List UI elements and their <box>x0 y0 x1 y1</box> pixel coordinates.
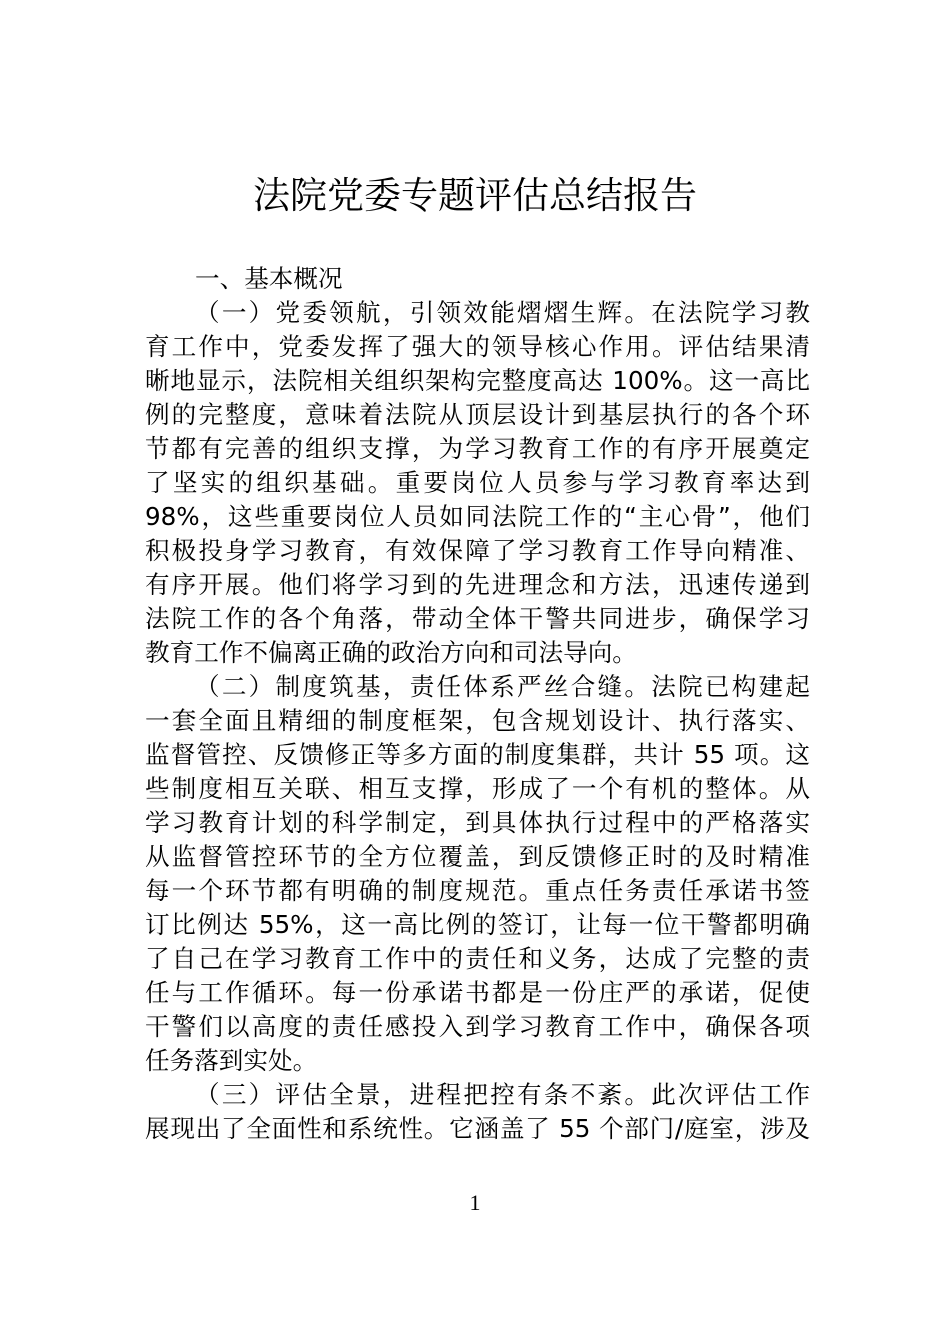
paragraph-1-line-4: 例的完整度，意味着法院从顶层设计到基层执行的各个环 <box>145 400 810 429</box>
paragraph-2-line-9: 了自己在学习教育工作中的责任和义务，达成了完整的责 <box>145 944 810 973</box>
paragraph-1-line-11: 教育工作不偏离正确的政治方向和司法导向。 <box>145 638 637 667</box>
paragraph-2-line-10: 任与工作循环。每一份承诺书都是一份庄严的承诺，促使 <box>145 978 810 1007</box>
paragraph-2-line-3: 监督管控、反馈修正等多方面的制度集群，共计 55 项。这 <box>145 740 810 769</box>
paragraph-1-line-1: （一）党委领航，引领效能熠熠生辉。在法院学习教 <box>195 298 810 327</box>
paragraph-2-line-4: 些制度相互关联、相互支撑，形成了一个有机的整体。从 <box>145 774 810 803</box>
paragraph-2-line-7: 每一个环节都有明确的制度规范。重点任务责任承诺书签 <box>145 876 810 905</box>
paragraph-2-line-2: 一套全面且精细的制度框架，包含规划设计、执行落实、 <box>145 706 810 735</box>
paragraph-1-line-7: 98%，这些重要岗位人员如同法院工作的“主心骨”，他们 <box>145 502 810 531</box>
paragraph-2-line-8: 订比例达 55%，这一高比例的签订，让每一位干警都明确 <box>145 910 810 939</box>
page-number: 1 <box>469 1190 481 1215</box>
paragraph-2-line-6: 从监督管控环节的全方位覆盖，到反馈修正时的及时精准 <box>145 842 810 871</box>
paragraph-2-line-5: 学习教育计划的科学制定，到具体执行过程中的严格落实 <box>145 808 810 837</box>
paragraph-2-line-12: 任务落到实处。 <box>145 1046 318 1075</box>
paragraph-3-line-1: （三）评估全景，进程把控有条不紊。此次评估工作 <box>195 1080 810 1109</box>
paragraph-1-line-2: 育工作中，党委发挥了强大的领导核心作用。评估结果清 <box>145 332 810 361</box>
paragraph-3-line-2: 展现出了全面性和系统性。它涵盖了 55 个部门/庭室，涉及 <box>145 1114 810 1143</box>
paragraph-1-line-8: 积极投身学习教育，有效保障了学习教育工作导向精准、 <box>145 536 810 565</box>
paragraph-1-line-10: 法院工作的各个角落，带动全体干警共同进步，确保学习 <box>145 604 810 633</box>
document-title: 法院党委专题评估总结报告 <box>253 174 697 217</box>
document-body <box>145 262 810 1146</box>
paragraph-2-line-1: （二）制度筑基，责任体系严丝合缝。法院已构建起 <box>195 672 810 701</box>
paragraph-2-line-11: 干警们以高度的责任感投入到学习教育工作中，确保各项 <box>145 1012 810 1041</box>
paragraph-1-line-5: 节都有完善的组织支撑，为学习教育工作的有序开展奠定 <box>145 434 810 463</box>
section-heading: 一、基本概况 <box>195 264 343 293</box>
paragraph-1-line-3: 晰地显示，法院相关组织架构完整度高达 100%。这一高比 <box>145 366 810 395</box>
paragraph-1-line-9: 有序开展。他们将学习到的先进理念和方法，迅速传递到 <box>145 570 810 599</box>
paragraph-1-line-6: 了坚实的组织基础。重要岗位人员参与学习教育率达到 <box>145 468 810 497</box>
